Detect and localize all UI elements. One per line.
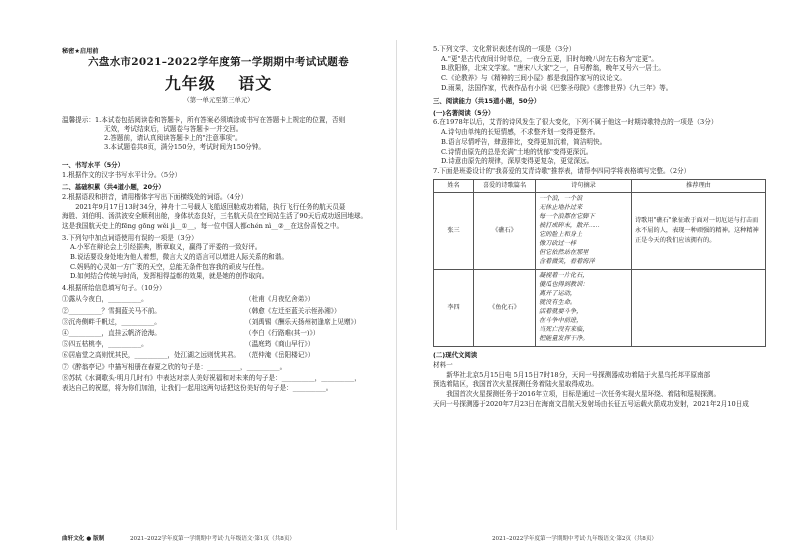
fill-item: ⑦《醉翁亭记》中描写相册在春夏之欣的句子是：__________，__________。 [62, 362, 287, 371]
poem-line: 它的脸上和身上 [539, 230, 583, 238]
poem-line: 一个浪，一个浪 [539, 194, 583, 202]
fill-item [62, 307, 375, 316]
option-a: A.诗句由单纯的长短情感，不求整齐划一变得更整齐。 [441, 128, 600, 137]
option-b: B.说话要设身处地为他人着想，微言大义的语言可以增进人际关系的和谐。 [70, 253, 288, 262]
table-row [434, 192, 766, 269]
question-7: 7.下面是班委设计的"我喜爱的艾青诗歌"推荐表，请帮李四同学将表格填写完整。（2分） [433, 166, 691, 175]
poem-line: 当死亡没有来临， [539, 325, 589, 333]
poem-line: 在斗争中前进， [539, 316, 583, 324]
tip-line: 2.答题前，请认真阅读答题卡上的"注意事项"。 [104, 133, 242, 142]
question-6: 6.在1978年以后，艾青的诗风发生了很大变化，下列不属于他这一时期诗歌特点的一项是（3分） [433, 118, 718, 127]
question-2: 2.根据语段和拼音，请用楷体字写出下面横线处的词语。（4分） [62, 192, 248, 201]
table-header-cell: 诗句摘录 [536, 179, 632, 192]
fill-text: ⑤四五枯桃李，__________。 [62, 340, 148, 349]
option-c: C.妈妈的心灵如一方广袤的天空，总能无条件包容我的顽皮与任性。 [70, 262, 269, 271]
material-label: 材料一 [433, 361, 453, 370]
table-row [434, 269, 766, 346]
footer-right: 2021–2022学年度第一学期期中考试·九年级语文·第2页（共8页） [492, 536, 658, 542]
subject-label: 语文 [238, 73, 273, 93]
option-b: B.欧阳修，北宋文学家。"唐宋八大家"之一，自号醉翁，晚年又号六一居士。 [441, 64, 666, 73]
fill-text: ③沉舟侧畔千帆过，__________。 [62, 317, 161, 326]
fill-text: ①露从今夜白，__________。 [62, 295, 148, 304]
grade-label: 九年级 [164, 73, 216, 93]
paragraph: 海胜、刘伯明、汤洪波安全顺利出舱，身体状态良好，三名航天员在空间站生活了90天后成功返回地球。 [62, 212, 368, 221]
exam-title: 六盘水市2021–2022学年度第一学期期中考试试题卷 [88, 56, 349, 68]
question-5: 5.下列文学、文化常识表述有误的一项是（3分） [433, 45, 576, 53]
poem-line: 傻瓜也得到教训： [539, 280, 589, 288]
tips-block [62, 116, 375, 151]
section-heading: 一、书写水平（5分） [62, 161, 124, 170]
fill-item: 表达自己的祝愿，将为你们加油，让我们一起用这两句话把这份美好的句子是：__________。 [62, 383, 333, 392]
option-d: D.诗意由原先的规律，深厚变得更复杂，更觉深远。 [441, 157, 594, 166]
section-heading: 三、阅读能力（共15道小题，50分） [433, 96, 541, 105]
subsection-heading: (一)名著阅读（5分） [433, 108, 495, 117]
fill-source: （李白《行路难(其一)》） [245, 328, 320, 337]
poem-line: 无休止地扑过来 [539, 203, 583, 211]
option-c: C.诗情由原先的总是充满"土地的忧郁"变得更深沉。 [441, 147, 593, 156]
student-name: 李四 [434, 269, 474, 346]
option-a: A."更"是古代夜间计时单位，一夜分五更，旧时每晚八时左右称为"定更"。 [441, 54, 658, 63]
poem-line: 离开了运动， [539, 289, 577, 297]
recommendation-table [433, 179, 766, 347]
paragraph: 2021年9月17日13时34分，神舟十二号载人飞船返回舱成功着陆，执行飞行任务的航天员聂 [75, 202, 346, 211]
right-page [397, 0, 794, 550]
paragraph: 天问一号探测器于2020年7月23日在海南文昌航天发射场由长征五号运载火箭成功发射，2021年2月10日成 [433, 399, 749, 408]
poem-title: 《礁石》 [474, 192, 536, 269]
paragraph: 预选着陆区，我国首次火星探测任务着陆火星取得成功。 [433, 380, 598, 389]
table-header-cell: 姓名 [434, 179, 474, 192]
question-4: 4.根据所给信息填写句子。（10分） [62, 284, 166, 293]
subsection-heading: (二)现代文阅读 [433, 350, 478, 359]
exam-subject [62, 73, 375, 94]
secret-label: 秘密★启用前 [62, 48, 99, 55]
poem-line: 凝视着一片化石， [539, 271, 589, 279]
fill-text: ⑥居庙堂之高则忧其民，__________，处江湖之远则忧其君。 [62, 351, 241, 360]
option-a: A.小军在辩论会上引经据典，断章取义，赢得了评委的一致好评。 [70, 243, 262, 252]
poem-line: 被打成碎末，散开…… [539, 221, 600, 229]
poem-line: 像刀砍过一样 [539, 239, 577, 247]
table-header-cell: 推荐理由 [632, 179, 766, 192]
paragraph: 我国首次火星探测任务于2016年立项，目标是通过一次任务实现火星环绕、着陆和巡视探测。 [446, 390, 721, 399]
option-c: C.《论教养》与《精神的三间小屋》都是我国作家写的议论文。 [441, 74, 626, 83]
paragraph: 这是我国航天史上的fēng gōng wěi jì__①__，每一位中国人都chén nì__②__在这份喜悦之中。 [62, 221, 344, 230]
footer-left: 2021–2022学年度第一学期期中考试·九年级语文·第1页（共8页） [130, 536, 296, 542]
fill-text: ②__________？雪拥蓝关马不前。 [62, 306, 161, 315]
fill-text: ④__________，直挂云帆济沧海。 [62, 328, 161, 337]
table-header-row [434, 179, 766, 192]
tip-line: 3.本试题卷共8页，满分150分，考试时间为150分钟。 [104, 142, 265, 151]
fill-item [62, 340, 375, 349]
poem-excerpt [536, 192, 632, 269]
poem-excerpt [536, 269, 632, 346]
poem-line: 把能量发挥干净。 [539, 334, 589, 342]
fill-source: （范仲淹《岳阳楼记》） [245, 351, 315, 360]
table-header-cell: 喜爱的诗歌篇名 [474, 179, 536, 192]
paragraph: 新华社北京5月15日电 5月15日7时18分，天问一号探测器成功着陆于火星乌托邦平原南部 [446, 370, 711, 379]
student-name: 张三 [434, 192, 474, 269]
poem-title: 《鱼化石》 [474, 269, 536, 346]
fill-source: （温庭筠《商山早行》） [245, 340, 315, 349]
fill-item [62, 295, 375, 304]
question-1: 1.根据作文的汉字书写水平计分。（5分） [62, 170, 182, 179]
poem-line: 含着微笑，看着海洋 [539, 257, 595, 265]
fill-item [62, 351, 375, 360]
exam-scope: （第一单元至第三单元） [183, 95, 254, 104]
fill-source: （刘禹锡《酬乐天扬州初逢席上见赠》） [245, 317, 361, 326]
option-d: D.如何结合传统与时尚，发挥相得益彰的效果，就是她的创作取向。 [70, 272, 269, 281]
poem-line: 就没有生命。 [539, 298, 577, 306]
fill-source: （杜甫《月夜忆舍弟》） [245, 295, 315, 304]
option-d: D.雨果，法国作家，代表作品有小说《巴黎圣母院》《悲惨世界》《九三年》等。 [441, 83, 673, 92]
recommend-reason-blank[interactable] [632, 269, 766, 346]
question-3: 3.下列句中加点词语使用有误的一项是（3分） [62, 233, 198, 242]
fill-item: ⑧苏轼《水调歌头·明月几时有》中表达对亲人美好祝福和对未来的句子是：__________，__________， [62, 373, 361, 382]
poem-line: 但它依然站在那里 [539, 248, 589, 256]
poem-line: 活着就要斗争， [539, 307, 583, 315]
tip-line: 温馨提示：1.本试卷包括阅读卷和答题卡，所有答案必须填涂或书写在答题卡上规定的位置，否则 [62, 116, 346, 125]
poem-line: 每一个浪都在它脚下 [539, 212, 595, 220]
option-b: B.语言尽情呼告，肆意排比，变得更加沉着，简洁明快。 [441, 137, 607, 146]
tip-line: 无效，考试结束后，试题卷与答题卡一并交回。 [104, 125, 243, 134]
fill-item [62, 329, 375, 338]
publisher-stamp: 曲轩文化 ● 版制 [62, 536, 105, 542]
recommend-reason: 诗歌用"礁石"象征敢于面对一切厄运与打击而永不屈的人，表现一种顽强的精神。这种精神正是今天的我们应该拥有的。 [632, 192, 766, 269]
fill-source: （韩愈《左迁至蓝关示侄孙湘》） [245, 306, 341, 315]
fill-item [62, 318, 375, 327]
section-heading: 二、基础积累（共4道小题，20分） [62, 183, 165, 192]
